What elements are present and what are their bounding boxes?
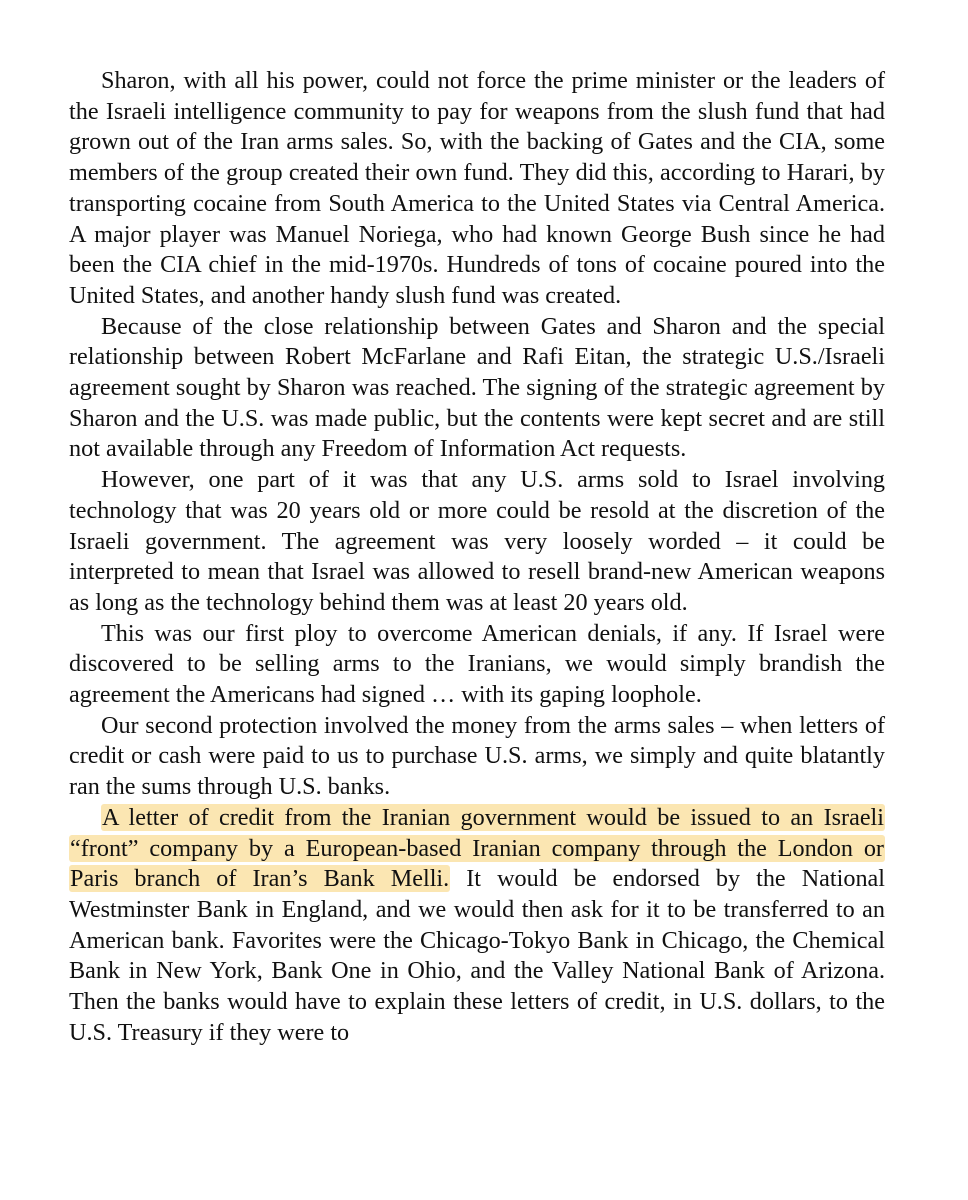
paragraph-resale-loophole: However, one part of it was that any U.S. arms sold to Israel involving technology that was 20 years old or more could be resold at the discretion of the Israeli government. The agreement was very loosely worded – it could be interpreted to mean that Israel was allowed to resell brand-new American weapons as long as the technology behind them was at least 20 years old. [69, 466, 885, 616]
paragraph-continuation: It would be endorsed by the National Westminster Bank in England, and we would then ask for it to be transferred to an American bank. Favorites were the Chicago-Tokyo Bank in Chicago, the Chemical Bank in New York, Bank One in Ohio, and the Valley National Bank of Arizona. Then the banks would have to explain these letters of credit, in U.S. dollars, to the U.S. Treasury if they were to [69, 865, 885, 1046]
paragraph-letter-of-credit [69, 803, 885, 1049]
paragraph-sharon-slush-fund: Sharon, with all his power, could not force the prime minister or the leaders of the Israeli intelligence community to pay for weapons from the slush fund that had grown out of the Iran arms sales. So, with the backing of Gates and the CIA, some members of the group created their own fund. They did this, according to Harari, by transporting cocaine from South America to the United States via Central America. A major player was Manuel Noriega, who had known George Bush since he had been the CIA chief in the mid-1970s. Hundreds of tons of cocaine poured into the United States, and another handy slush fund was created. [69, 67, 885, 309]
highlighted-passage: A letter of credit from the Iranian government would be issued to an Israeli “front” company by a European-based Iranian company through the London or Paris branch of Iran’s Bank Melli. [70, 803, 884, 893]
paragraph-second-protection: Our second protection involved the money from the arms sales – when letters of credit or cash were paid to us to purchase U.S. arms, we simply and quite blatantly ran the sums through U.S. banks. [69, 711, 885, 801]
paragraph-first-ploy: This was our first ploy to overcome American denials, if any. If Israel were discovered to be selling arms to the Iranians, we would simply brandish the agreement the Americans had signed … with its gaping loophole. [69, 619, 885, 709]
paragraph-strategic-agreement: Because of the close relationship between Gates and Sharon and the special relationship between Robert McFarlane and Rafi Eitan, the strategic U.S./Israeli agreement sought by Sharon was reached. The signing of the strategic agreement by Sharon and the U.S. was made public, but the contents were kept secret and are still not available through any Freedom of Information Act requests. [69, 312, 885, 463]
document-page [69, 66, 885, 1049]
